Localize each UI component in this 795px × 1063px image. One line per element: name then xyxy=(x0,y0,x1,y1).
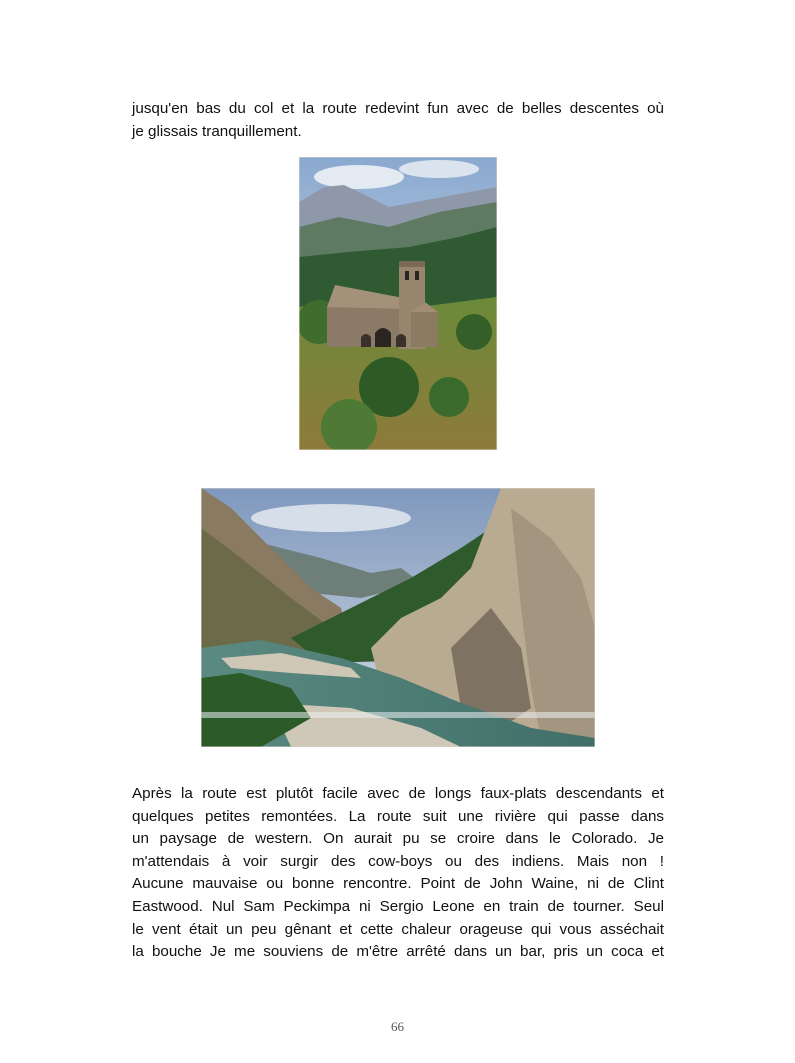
text-line: je glissais tranquillement. xyxy=(132,122,302,140)
text-line: le vent était un peu gênant et cette chaleur orageuse qui vous asséchait xyxy=(132,920,664,938)
text-line: jusqu'en bas du col et la route redevint fun avec de belles descentes où xyxy=(132,100,664,117)
gorge-photo xyxy=(201,488,595,747)
church-photo xyxy=(299,157,497,450)
text-line: Eastwood. Nul Sam Peckimpa ni Sergio Leone en train de tourner. Seul xyxy=(132,897,664,915)
page-number: 66 xyxy=(391,1019,404,1034)
text-line: Après la route est plutôt facile avec de longs faux-plats descendants et xyxy=(132,785,664,802)
text-line: quelques petites remontées. La route suit une rivière qui passe dans xyxy=(132,807,664,825)
text-line: m'attendais à voir surgir des cow-boys ou des indiens. Mais non ! xyxy=(132,852,664,870)
paragraph-bottom xyxy=(132,783,664,964)
paragraph-top xyxy=(132,98,664,143)
text-line: Aucune mauvaise ou bonne rencontre. Point de John Waine, ni de Clint xyxy=(132,875,664,893)
text-line: un paysage de western. On aurait pu se croire dans le Colorado. Je xyxy=(132,830,664,848)
text-line: la bouche Je me souviens de m'être arrêté dans un bar, pris un coca et xyxy=(132,943,664,961)
